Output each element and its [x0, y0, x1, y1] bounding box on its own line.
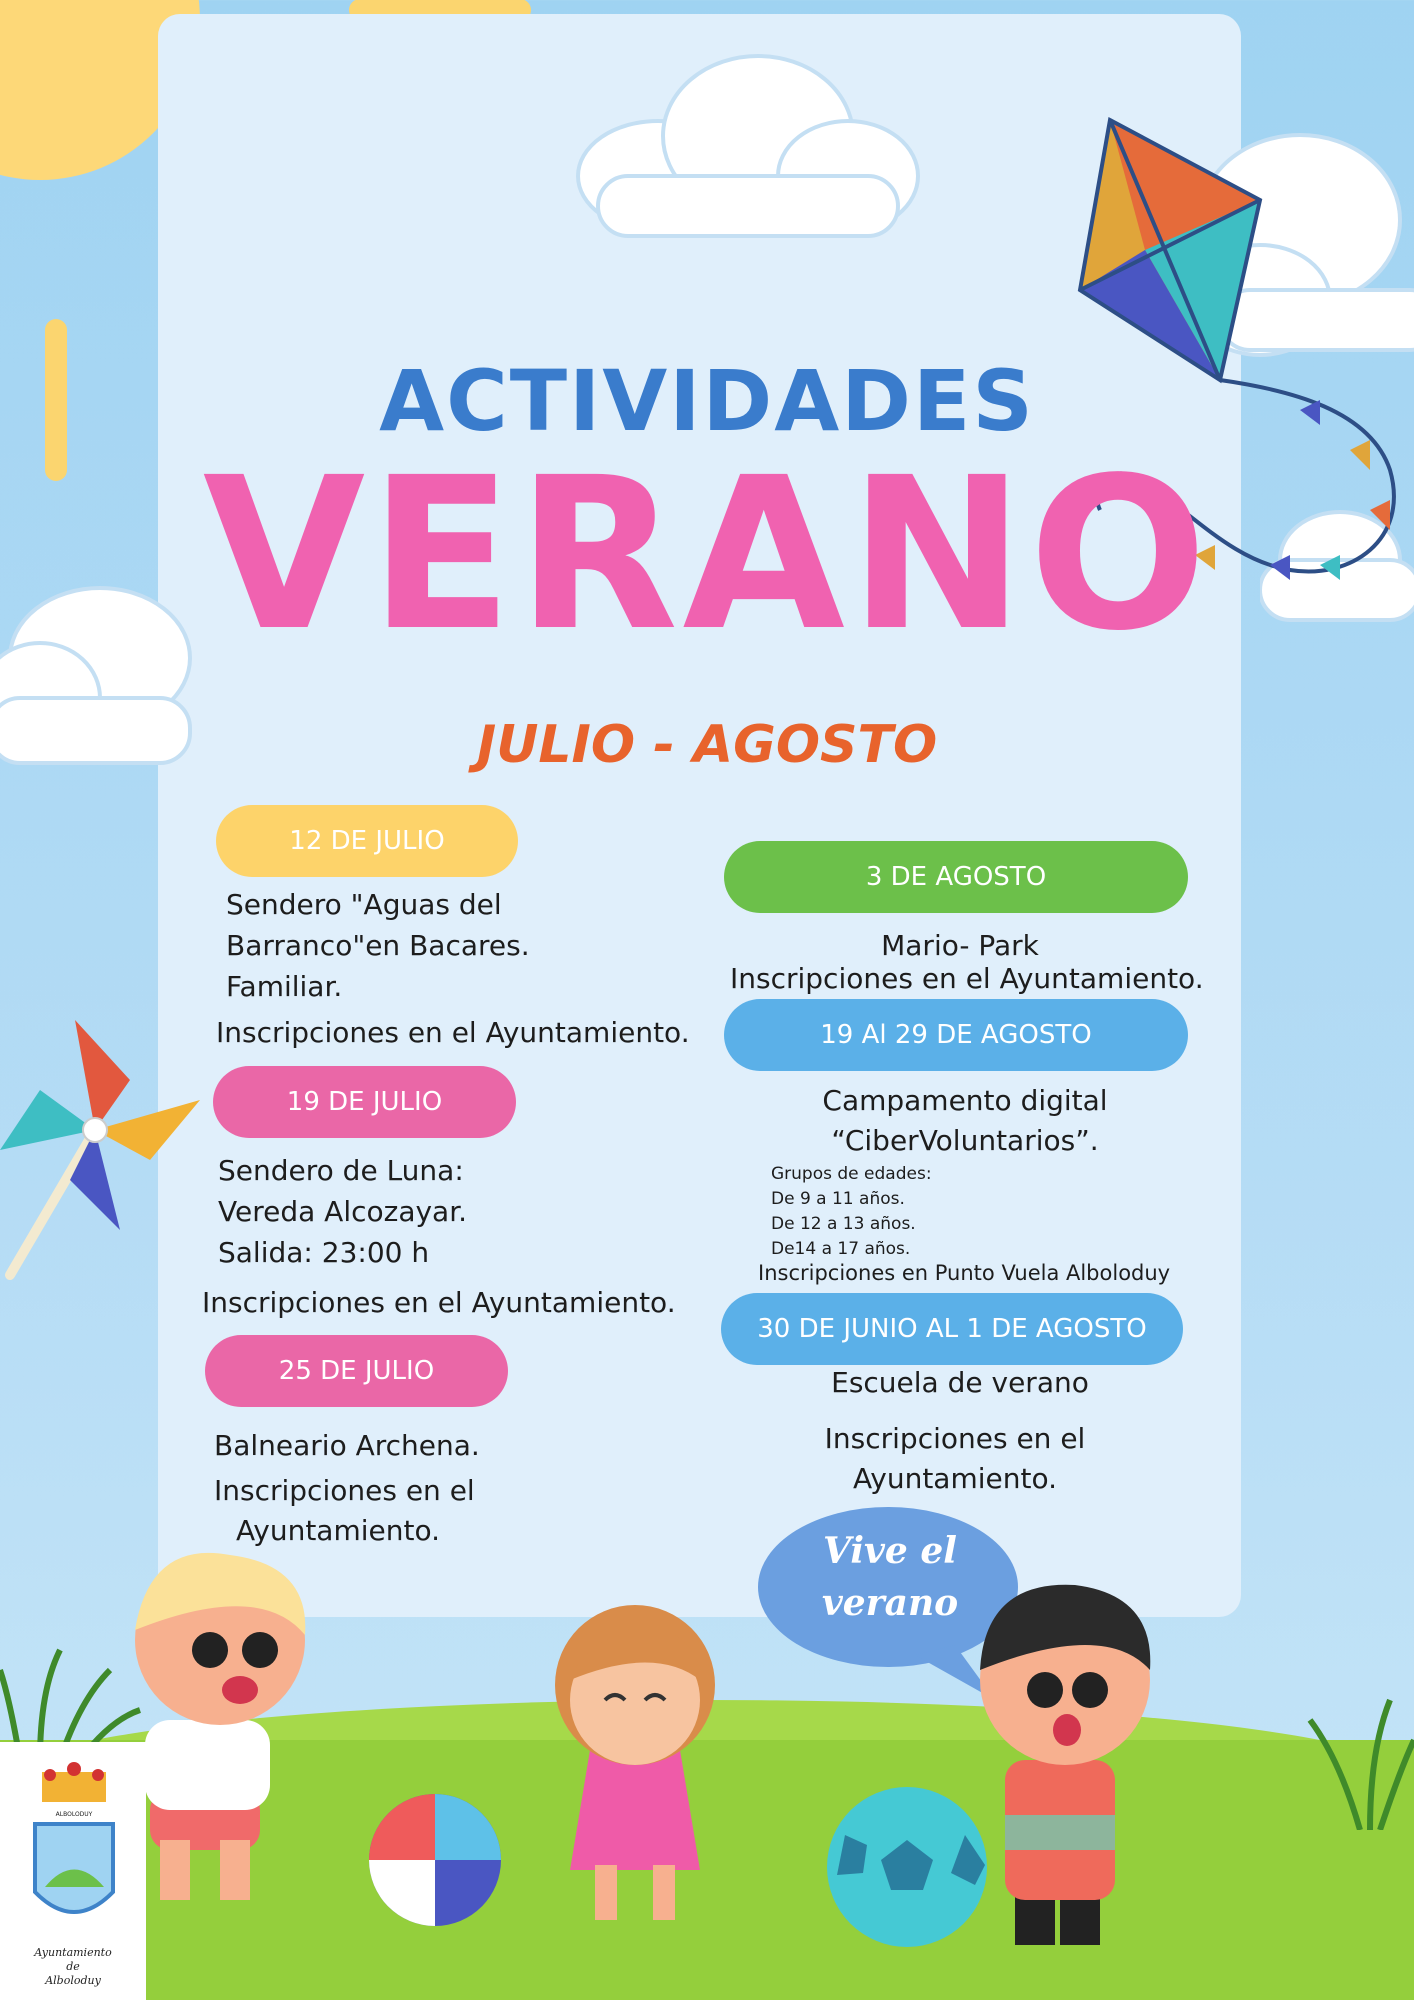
event-campamento-ages-title: Grupos de edades:: [771, 1164, 932, 1184]
event-12-julio-line3: Familiar.: [226, 970, 343, 1003]
event-3-agosto-line1: Mario- Park: [881, 929, 1039, 962]
cloud-icon: [548, 46, 948, 266]
soccer-ball-icon: [825, 1785, 990, 1950]
event-25-julio-inscription-line1: Inscripciones en el: [214, 1474, 475, 1507]
event-12-julio-line1: Sendero "Aguas del: [226, 888, 502, 921]
event-19-julio-inscription: Inscripciones en el Ayuntamiento.: [202, 1286, 676, 1319]
date-badge-3-agosto: 3 DE AGOSTO: [724, 841, 1188, 913]
logo-banner: ALBOLODUY: [55, 1811, 93, 1818]
event-25-julio-line1: Balneario Archena.: [214, 1429, 480, 1462]
event-19-julio-line3: Salida: 23:00 h: [218, 1236, 430, 1269]
title-activities: ACTIVIDADES: [379, 352, 1035, 450]
date-badge-19-29-agosto: 19 Al 29 DE AGOSTO: [724, 999, 1188, 1071]
beach-ball-icon: [365, 1790, 505, 1930]
event-12-julio-inscription: Inscripciones en el Ayuntamiento.: [216, 1016, 690, 1049]
event-escuela-inscription-line1: Inscripciones en el: [824, 1422, 1086, 1455]
date-badge-19-julio: 19 DE JULIO: [213, 1066, 516, 1138]
title-summer: VERANO: [202, 432, 1212, 677]
logo-caption-line2: de: [66, 1960, 80, 1973]
event-campamento-line2: “CiberVoluntarios”.: [831, 1124, 1099, 1157]
event-escuela-line1: Escuela de verano: [831, 1366, 1089, 1399]
event-3-agosto-line2: Inscripciones en el Ayuntamiento.: [730, 962, 1204, 995]
event-campamento-age-3: De14 a 17 años.: [771, 1239, 911, 1259]
speech-bubble-line1: Vive el: [823, 1530, 957, 1572]
logo-caption-line1: Ayuntamiento: [34, 1946, 112, 1959]
event-campamento-line1: Campamento digital: [822, 1084, 1108, 1117]
event-campamento-age-1: De 9 a 11 años.: [771, 1189, 905, 1209]
event-19-julio-line1: Sendero de Luna:: [218, 1154, 464, 1187]
date-badge-30-junio-1-agosto: 30 DE JUNIO AL 1 DE AGOSTO: [721, 1293, 1183, 1365]
logo-caption-line3: Alboloduy: [45, 1974, 101, 1987]
event-escuela-inscription-line2: Ayuntamiento.: [853, 1462, 1057, 1495]
coat-of-arms-icon: [0, 1742, 146, 1942]
pinwheel-icon: [0, 1010, 210, 1290]
grass-tuft-icon: [1300, 1680, 1414, 1830]
title-period: JULIO - AGOSTO: [476, 715, 938, 775]
event-19-julio-line2: Vereda Alcozayar.: [218, 1195, 468, 1228]
speech-bubble-line2: verano: [821, 1582, 959, 1624]
event-campamento-inscription: Inscripciones en Punto Vuela Alboloduy: [758, 1261, 1171, 1285]
event-12-julio-line2: Barranco"en Bacares.: [226, 929, 530, 962]
event-campamento-age-2: De 12 a 13 años.: [771, 1214, 916, 1234]
event-25-julio-inscription-line2: Ayuntamiento.: [236, 1514, 440, 1547]
municipal-logo: [0, 1742, 146, 2000]
date-badge-25-julio: 25 DE JULIO: [205, 1335, 508, 1407]
girl-illustration: [525, 1600, 745, 1930]
date-badge-12-julio: 12 DE JULIO: [216, 805, 518, 877]
